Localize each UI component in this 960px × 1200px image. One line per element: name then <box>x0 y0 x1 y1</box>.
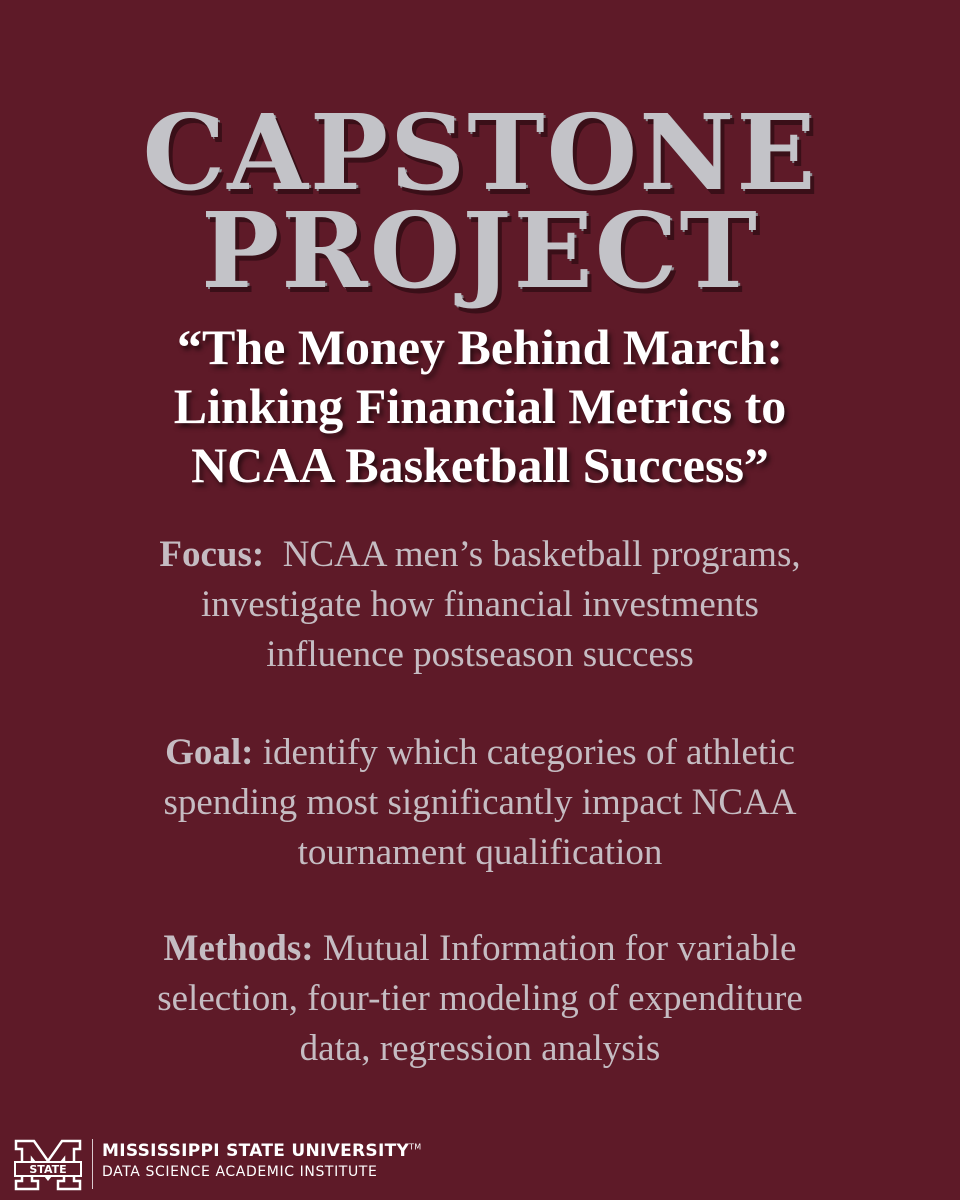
university-name-text: MISSISSIPPI STATE UNIVERSITY <box>102 1141 410 1161</box>
msu-logo-icon <box>12 1137 84 1193</box>
focus-label: Focus: <box>159 534 265 575</box>
goal-label: Goal: <box>165 732 254 773</box>
focus-text: investigate how financial investments <box>201 584 759 625</box>
methods-label: Methods: <box>163 928 314 969</box>
goal-text: identify which categories of athletic <box>262 732 795 773</box>
focus-text: NCAA men’s basketball programs, <box>282 534 801 575</box>
focus-section <box>0 530 960 680</box>
focus-line <box>0 530 960 580</box>
project-title-line: NCAA Basketball Success” <box>191 437 769 493</box>
methods-line <box>0 924 960 974</box>
institute-name: DATA SCIENCE ACADEMIC INSTITUTE <box>102 1164 378 1180</box>
footer-branding <box>12 1137 532 1193</box>
headline-project: PROJECT <box>201 189 759 312</box>
goal-text: spending most significantly impact NCAA <box>163 782 797 823</box>
trademark: TM <box>409 1142 422 1152</box>
university-name <box>102 1141 421 1161</box>
footer-divider <box>92 1139 93 1189</box>
project-title <box>0 318 960 495</box>
goal-line <box>0 728 960 778</box>
project-title-line: Linking Financial Metrics to <box>173 378 787 434</box>
headline-capstone: CAPSTONE <box>142 91 818 214</box>
methods-text: data, regression analysis <box>299 1028 661 1069</box>
project-title-line: “The Money Behind March: <box>176 319 784 375</box>
methods-section <box>0 924 960 1074</box>
goal-section <box>0 728 960 878</box>
logo-state-text: STATE <box>29 1163 67 1176</box>
goal-text: tournament qualification <box>297 832 663 873</box>
methods-text: Mutual Information for variable <box>322 928 797 969</box>
methods-text: selection, four-tier modeling of expenditure <box>157 978 803 1019</box>
focus-text: influence postseason success <box>266 634 694 675</box>
